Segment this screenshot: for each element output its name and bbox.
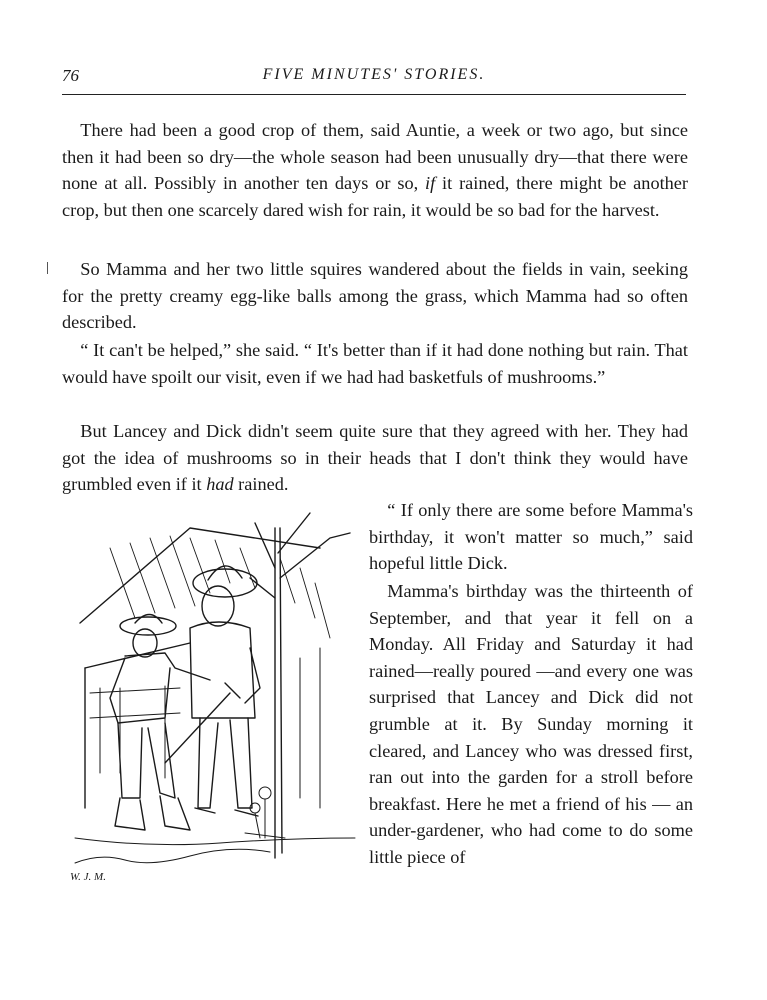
paragraph-4 [62,418,688,498]
paragraph-2-text: So Mamma and her two little squires wandered about the fields in vain, seeking for the pretty creamy egg-like balls among the grass, which Mamma had so often described. [62,259,688,333]
running-title: FIVE MINUTES' STORIES. [262,66,486,83]
paragraph-4-emphasis: had [206,474,234,495]
page-number: 76 [62,66,79,85]
paragraph-4-text-b: rained. [233,474,289,495]
paragraph-1 [62,117,688,223]
illustration-two-boys [70,508,360,888]
paragraph-5 [369,497,693,577]
paragraph-1-emphasis: if [425,173,436,194]
paragraph-6-text: Mamma's birthday was the thirteenth of September, and that year it fell on a Monday. All Friday and Saturday it had rained—really poured —and every one was surprised that Lancey and Dick did not grumble at it. By Sunday morning it cleared, and Lancey who was dressed first, ran out into the garden for a stroll before breakfast. Here he met a friend of his — an under-gardener, who had come to do some little piece of [369,581,693,867]
paragraph-3-text: “ It can't be helped,” she said. “ It's better than if it had done nothing but rain. That would have spoilt our visit, even if we had had basketfuls of mushrooms.” [62,340,688,387]
margin-mark [47,262,48,274]
paragraph-1-text-b: it rained, there might be another crop, but then one scarcely dared wish for rain, it would be so bad for the harvest. [62,173,689,220]
tall-boy [190,566,260,816]
paragraph-6 [369,578,693,871]
page-header [62,64,686,95]
illustration-signature: W. J. M. [70,871,106,883]
paragraph-4-text-a: But Lancey and Dick didn't seem quite sure that they agreed with her. They had got the idea of mushrooms so in their heads that I don't think they would have grumbled even if it [62,421,688,495]
paragraph-2 [62,256,688,336]
fence [90,648,320,808]
paragraph-3 [62,337,688,390]
paragraph-1-text-a: There had been a good crop of them, said Auntie, a week or two ago, but since then it had been so dry—the whole season had been unusually dry—that there were none at all. Possibly in another ten days or so, [62,120,688,194]
paragraph-5-text: “ If only there are some before Mamma's birthday, it won't matter so much,” said hopeful little Dick. [369,500,693,574]
